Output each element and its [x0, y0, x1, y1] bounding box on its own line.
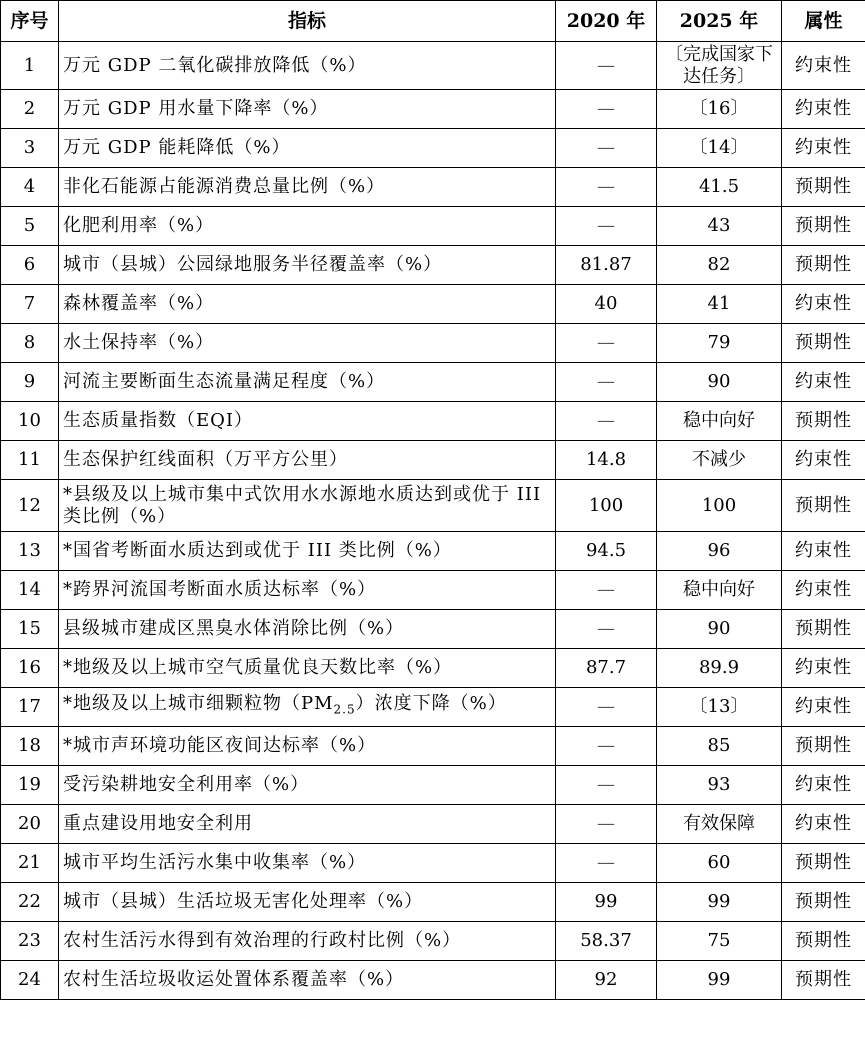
row-2025: 99 — [657, 961, 782, 1000]
row-2025: 有效保障 — [657, 805, 782, 844]
table-row — [1, 324, 865, 363]
row-2020: — — [556, 727, 657, 766]
row-index: 16 — [1, 649, 59, 688]
row-index: 15 — [1, 610, 59, 649]
row-indicator: *城市声环境功能区夜间达标率（%） — [59, 727, 556, 766]
row-index: 10 — [1, 402, 59, 441]
row-2025: 稳中向好 — [657, 402, 782, 441]
row-attribute: 约束性 — [782, 649, 865, 688]
row-indicator: *县级及以上城市集中式饮用水水源地水质达到或优于 III 类比例（%） — [59, 480, 556, 532]
row-2020: — — [556, 688, 657, 727]
row-2020: — — [556, 844, 657, 883]
row-index: 13 — [1, 532, 59, 571]
row-2020: — — [556, 805, 657, 844]
row-indicator: *地级及以上城市空气质量优良天数比率（%） — [59, 649, 556, 688]
row-2025: 89.9 — [657, 649, 782, 688]
row-indicator: 森林覆盖率（%） — [59, 285, 556, 324]
table-row — [1, 90, 865, 129]
row-attribute: 预期性 — [782, 883, 865, 922]
table-row — [1, 441, 865, 480]
table-row — [1, 688, 865, 727]
row-attribute: 约束性 — [782, 571, 865, 610]
row-2025: 41 — [657, 285, 782, 324]
row-attribute: 预期性 — [782, 844, 865, 883]
row-2020: 14.8 — [556, 441, 657, 480]
row-attribute: 约束性 — [782, 766, 865, 805]
table-row — [1, 285, 865, 324]
row-2020: — — [556, 571, 657, 610]
table-row — [1, 532, 865, 571]
row-index: 23 — [1, 922, 59, 961]
row-2025: 〔16〕 — [657, 90, 782, 129]
row-index: 11 — [1, 441, 59, 480]
row-index: 5 — [1, 207, 59, 246]
row-indicator: 城市（县城）生活垃圾无害化处理率（%） — [59, 883, 556, 922]
table-row — [1, 961, 865, 1000]
row-2020: — — [556, 324, 657, 363]
row-indicator: 生态质量指数（EQI） — [59, 402, 556, 441]
row-2020: — — [556, 90, 657, 129]
table-row — [1, 610, 865, 649]
row-indicator: 万元 GDP 二氧化碳排放降低（%） — [59, 42, 556, 90]
row-2020: — — [556, 402, 657, 441]
row-index: 3 — [1, 129, 59, 168]
header-2020: 2020 年 — [556, 1, 657, 42]
row-attribute: 预期性 — [782, 610, 865, 649]
row-indicator: 生态保护红线面积（万平方公里） — [59, 441, 556, 480]
row-index: 6 — [1, 246, 59, 285]
row-2020: — — [556, 207, 657, 246]
row-2020: 87.7 — [556, 649, 657, 688]
row-2025: 稳中向好 — [657, 571, 782, 610]
row-index: 18 — [1, 727, 59, 766]
row-2025: 79 — [657, 324, 782, 363]
row-indicator: 农村生活污水得到有效治理的行政村比例（%） — [59, 922, 556, 961]
row-indicator: 万元 GDP 能耗降低（%） — [59, 129, 556, 168]
row-attribute: 预期性 — [782, 402, 865, 441]
row-index: 19 — [1, 766, 59, 805]
row-2025: 99 — [657, 883, 782, 922]
table-row — [1, 402, 865, 441]
row-2025: 60 — [657, 844, 782, 883]
row-attribute: 预期性 — [782, 961, 865, 1000]
row-index: 8 — [1, 324, 59, 363]
row-indicator: 城市（县城）公园绿地服务半径覆盖率（%） — [59, 246, 556, 285]
row-attribute: 约束性 — [782, 805, 865, 844]
table-row — [1, 649, 865, 688]
row-2020: — — [556, 363, 657, 402]
table-row — [1, 844, 865, 883]
row-2025: 43 — [657, 207, 782, 246]
row-attribute: 预期性 — [782, 324, 865, 363]
indicator-text: ）浓度下降（%） — [355, 693, 507, 715]
table-row — [1, 883, 865, 922]
row-attribute: 约束性 — [782, 285, 865, 324]
row-2020: — — [556, 610, 657, 649]
row-2020: — — [556, 129, 657, 168]
row-indicator — [59, 688, 556, 727]
table-row — [1, 805, 865, 844]
header-2025: 2025 年 — [657, 1, 782, 42]
table-row — [1, 571, 865, 610]
row-2025: 41.5 — [657, 168, 782, 207]
row-2025: 100 — [657, 480, 782, 532]
table-row — [1, 168, 865, 207]
row-indicator: *国省考断面水质达到或优于 III 类比例（%） — [59, 532, 556, 571]
row-attribute: 预期性 — [782, 727, 865, 766]
row-attribute: 预期性 — [782, 246, 865, 285]
row-attribute: 约束性 — [782, 532, 865, 571]
row-attribute: 约束性 — [782, 90, 865, 129]
row-indicator: 水土保持率（%） — [59, 324, 556, 363]
table-row — [1, 480, 865, 532]
row-2025: 82 — [657, 246, 782, 285]
row-2025: 〔13〕 — [657, 688, 782, 727]
row-index: 21 — [1, 844, 59, 883]
row-index: 17 — [1, 688, 59, 727]
row-attribute: 预期性 — [782, 922, 865, 961]
table-row — [1, 363, 865, 402]
row-index: 12 — [1, 480, 59, 532]
header-index: 序号 — [1, 1, 59, 42]
table-row — [1, 246, 865, 285]
header-row — [1, 1, 865, 42]
row-attribute: 约束性 — [782, 42, 865, 90]
row-attribute: 约束性 — [782, 441, 865, 480]
row-2020: — — [556, 766, 657, 805]
header-indicator: 指标 — [59, 1, 556, 42]
row-indicator: 非化石能源占能源消费总量比例（%） — [59, 168, 556, 207]
row-attribute: 约束性 — [782, 363, 865, 402]
row-2025: 不减少 — [657, 441, 782, 480]
table-row — [1, 727, 865, 766]
row-index: 9 — [1, 363, 59, 402]
row-2025: 85 — [657, 727, 782, 766]
row-2020: 94.5 — [556, 532, 657, 571]
row-2020: 58.37 — [556, 922, 657, 961]
row-attribute: 预期性 — [782, 207, 865, 246]
row-2025: 〔完成国家下达任务〕 — [657, 42, 782, 90]
row-attribute: 约束性 — [782, 129, 865, 168]
row-2020: — — [556, 168, 657, 207]
row-2025: 90 — [657, 610, 782, 649]
row-2020: 40 — [556, 285, 657, 324]
row-indicator: 河流主要断面生态流量满足程度（%） — [59, 363, 556, 402]
row-index: 2 — [1, 90, 59, 129]
row-2020: 92 — [556, 961, 657, 1000]
pm-subscript: 2.5 — [333, 702, 356, 717]
header-attribute: 属性 — [782, 1, 865, 42]
row-attribute: 预期性 — [782, 480, 865, 532]
table-row — [1, 922, 865, 961]
row-2020: 81.87 — [556, 246, 657, 285]
row-index: 14 — [1, 571, 59, 610]
row-2020: 99 — [556, 883, 657, 922]
row-indicator: 化肥利用率（%） — [59, 207, 556, 246]
row-indicator: 农村生活垃圾收运处置体系覆盖率（%） — [59, 961, 556, 1000]
table-row — [1, 42, 865, 90]
row-indicator: 受污染耕地安全利用率（%） — [59, 766, 556, 805]
row-2025: 〔14〕 — [657, 129, 782, 168]
row-index: 22 — [1, 883, 59, 922]
row-indicator: 万元 GDP 用水量下降率（%） — [59, 90, 556, 129]
row-index: 24 — [1, 961, 59, 1000]
row-index: 4 — [1, 168, 59, 207]
row-indicator: 县级城市建成区黑臭水体消除比例（%） — [59, 610, 556, 649]
row-indicator: 城市平均生活污水集中收集率（%） — [59, 844, 556, 883]
row-2020: 100 — [556, 480, 657, 532]
row-index: 7 — [1, 285, 59, 324]
table-row — [1, 207, 865, 246]
indicator-text: *地级及以上城市细颗粒物（PM — [63, 693, 334, 715]
table-row — [1, 766, 865, 805]
row-2025: 90 — [657, 363, 782, 402]
table-row — [1, 129, 865, 168]
row-attribute: 预期性 — [782, 168, 865, 207]
row-index: 20 — [1, 805, 59, 844]
row-attribute: 约束性 — [782, 688, 865, 727]
row-2025: 96 — [657, 532, 782, 571]
row-indicator: *跨界河流国考断面水质达标率（%） — [59, 571, 556, 610]
row-indicator: 重点建设用地安全利用 — [59, 805, 556, 844]
row-2025: 75 — [657, 922, 782, 961]
row-2020: — — [556, 42, 657, 90]
row-2025: 93 — [657, 766, 782, 805]
row-index: 1 — [1, 42, 59, 90]
